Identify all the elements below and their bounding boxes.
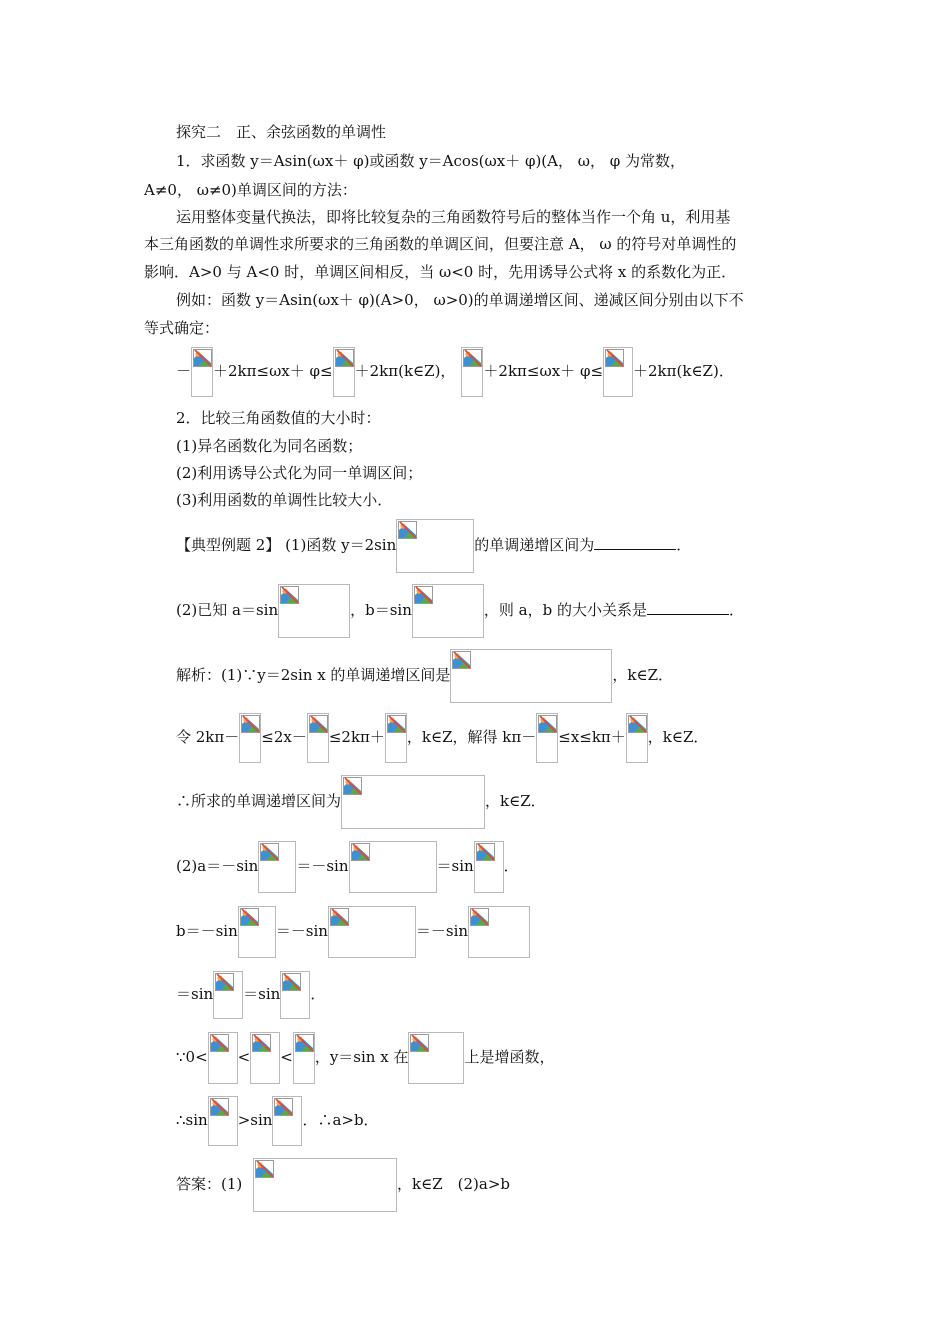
- solution-text: ＝－sin: [275, 922, 328, 940]
- broken-image-icon: [193, 349, 212, 367]
- solution-text: b＝－sin: [176, 922, 238, 940]
- solution-text: ∴sin: [176, 1111, 208, 1129]
- answer-text: 答案：(1): [176, 1175, 248, 1193]
- formula-image: [536, 713, 558, 763]
- broken-image-icon: [241, 715, 260, 733]
- formula-text: ＋2kπ(k∈Z)．: [633, 362, 734, 380]
- solution-text: ，k∈Z．: [647, 728, 709, 746]
- broken-image-icon: [210, 1034, 229, 1052]
- broken-image-icon: [295, 1034, 314, 1052]
- formula-image: [280, 971, 310, 1019]
- formula-image: [208, 1096, 238, 1146]
- formula-text: －: [176, 362, 192, 380]
- question-text: 的单调递增区间为: [474, 536, 595, 554]
- formula-image: [191, 347, 213, 397]
- broken-image-icon: [351, 843, 370, 861]
- inequality-formula: [176, 346, 734, 397]
- formula-image: [239, 713, 261, 763]
- broken-image-icon: [274, 1098, 293, 1116]
- broken-image-icon: [414, 586, 433, 604]
- formula-image: [468, 906, 530, 958]
- broken-image-icon: [476, 843, 495, 861]
- example-label: 【典型例题 2】: [176, 536, 281, 554]
- compare-item: (1)异名函数化为同名函数；: [176, 437, 363, 455]
- formula-image: [272, 1096, 302, 1146]
- answer-blank: [647, 600, 729, 615]
- formula-image: [408, 1032, 464, 1084]
- solution-text: ＝－sin: [296, 857, 349, 875]
- solution-text: ≤x≤kπ＋: [558, 728, 626, 746]
- method-paragraph-line: 1．求函数 y＝Asin(ωx＋ φ)或函数 y＝Acos(ωx＋ φ)(A， ω， φ 为常数，: [176, 152, 686, 170]
- solution-text: ，k∈Z．: [485, 792, 546, 810]
- formula-image: [474, 841, 504, 893]
- compare-title: 2．比较三角函数值的大小时：: [176, 409, 381, 427]
- answer-line: [176, 1157, 510, 1212]
- method-paragraph-line: 影响．A>0 与 A<0 时，单调区间相反，当 ω<0 时，先用诱导公式将 x 的系数化为正．: [144, 263, 737, 281]
- broken-image-icon: [282, 973, 301, 991]
- formula-image: [349, 841, 437, 893]
- solution-text: 令 2kπ－: [176, 728, 240, 746]
- broken-image-icon: [210, 1098, 229, 1116]
- solution-line: [176, 970, 325, 1019]
- formula-image: [396, 519, 474, 573]
- broken-image-icon: [280, 586, 299, 604]
- formula-image: [461, 347, 483, 397]
- solution-text: ＝sin: [436, 857, 474, 875]
- formula-image: [250, 1032, 280, 1084]
- formula-image: [385, 713, 407, 763]
- solution-line: [176, 1031, 554, 1084]
- solution-text: ，k∈Z．: [612, 666, 674, 684]
- solution-text: ∵0<: [176, 1048, 208, 1066]
- solution-text: >sin: [237, 1111, 273, 1129]
- answer-text: ，k∈Z (2)a>b: [397, 1175, 511, 1193]
- solution-text: ＝sin: [176, 985, 214, 1003]
- question-text: ，b＝sin: [350, 601, 412, 619]
- formula-image: [412, 584, 484, 638]
- method-paragraph-line: 本三角函数的单调性求所要求的三角函数的单调区间，但要注意 A， ω 的符号对单调性的: [144, 235, 737, 253]
- broken-image-icon: [215, 973, 234, 991]
- solution-text: ，k∈Z，解得 kπ－: [406, 728, 537, 746]
- broken-image-icon: [343, 777, 362, 795]
- solution-text: 解析：(1)∵y＝2sin x 的单调递增区间是: [176, 666, 451, 684]
- solution-text: ∴所求的单调递增区间为: [176, 792, 342, 810]
- formula-image: [253, 1158, 397, 1212]
- question-text: ．: [728, 601, 744, 619]
- broken-image-icon: [398, 521, 417, 539]
- compare-item: (3)利用函数的单调性比较大小．: [176, 491, 393, 509]
- formula-image: [626, 713, 648, 763]
- broken-image-icon: [470, 908, 489, 926]
- example-question-1: [176, 518, 691, 573]
- formula-text: ＋2kπ≤ωx＋ φ≤: [213, 362, 333, 380]
- broken-image-icon: [463, 349, 482, 367]
- formula-text: ＋2kπ≤ωx＋ φ≤: [483, 362, 604, 380]
- broken-image-icon: [628, 715, 647, 733]
- broken-image-icon: [252, 1034, 271, 1052]
- broken-image-icon: [538, 715, 557, 733]
- solution-line: [176, 905, 530, 958]
- formula-image: [603, 347, 633, 397]
- formula-image: [208, 1032, 238, 1084]
- broken-image-icon: [387, 715, 406, 733]
- formula-image: [333, 347, 355, 397]
- broken-image-icon: [410, 1034, 429, 1052]
- method-paragraph-line: 运用整体变量代换法，即将比较复杂的三角函数符号后的整体当作一个角 u，利用基: [176, 208, 731, 226]
- solution-text: ≤2x－: [261, 728, 307, 746]
- broken-image-icon: [255, 1160, 274, 1178]
- broken-image-icon: [309, 715, 328, 733]
- section-title: 探究二 正、余弦函数的单调性: [176, 123, 387, 141]
- formula-image: [450, 649, 612, 703]
- question-text: ，则 a，b 的大小关系是: [483, 601, 647, 619]
- solution-text: <: [237, 1048, 251, 1066]
- formula-image: [293, 1032, 315, 1084]
- solution-text: ＝sin: [243, 985, 281, 1003]
- formula-image: [238, 906, 276, 958]
- method-paragraph-line: 例如：函数 y＝Asin(ωx＋ φ)(A>0， ω>0)的单调递增区间、递减区间分别由以下不: [176, 291, 744, 309]
- broken-image-icon: [240, 908, 259, 926]
- broken-image-icon: [605, 349, 624, 367]
- solution-line: [176, 712, 708, 763]
- method-paragraph-line: A≠0， ω≠0)单调区间的方法：: [144, 181, 357, 199]
- formula-text: ＋2kπ(k∈Z)，: [354, 362, 456, 380]
- solution-line: [176, 840, 519, 893]
- formula-image: [258, 841, 296, 893]
- solution-text: ．: [310, 985, 326, 1003]
- broken-image-icon: [330, 908, 349, 926]
- compare-item: (2)利用诱导公式化为同一单调区间；: [176, 464, 423, 482]
- answer-blank: [594, 535, 676, 550]
- formula-image: [278, 584, 350, 638]
- solution-text: (2)a＝－sin: [176, 857, 259, 875]
- solution-text: ．: [503, 857, 519, 875]
- question-text: (1)函数 y＝2sin: [280, 536, 397, 554]
- solution-text: ，y＝sin x 在: [314, 1048, 409, 1066]
- question-text: ．: [676, 536, 692, 554]
- solution-text: ＝－sin: [415, 922, 469, 940]
- formula-image: [341, 775, 485, 829]
- example-question-2: [176, 583, 744, 638]
- solution-text: 上是增函数，: [464, 1048, 555, 1066]
- broken-image-icon: [335, 349, 354, 367]
- question-text: (2)已知 a＝sin: [176, 601, 279, 619]
- broken-image-icon: [452, 651, 471, 669]
- solution-text: ．∴a>b．: [302, 1111, 379, 1129]
- solution-line: [176, 774, 546, 829]
- formula-image: [213, 971, 243, 1019]
- solution-line: [176, 1095, 379, 1146]
- solution-text: ≤2kπ＋: [328, 728, 385, 746]
- broken-image-icon: [260, 843, 279, 861]
- method-paragraph-line: 等式确定：: [144, 319, 220, 337]
- solution-text: <: [280, 1048, 293, 1066]
- formula-image: [307, 713, 329, 763]
- formula-image: [328, 906, 416, 958]
- solution-line: [176, 648, 673, 703]
